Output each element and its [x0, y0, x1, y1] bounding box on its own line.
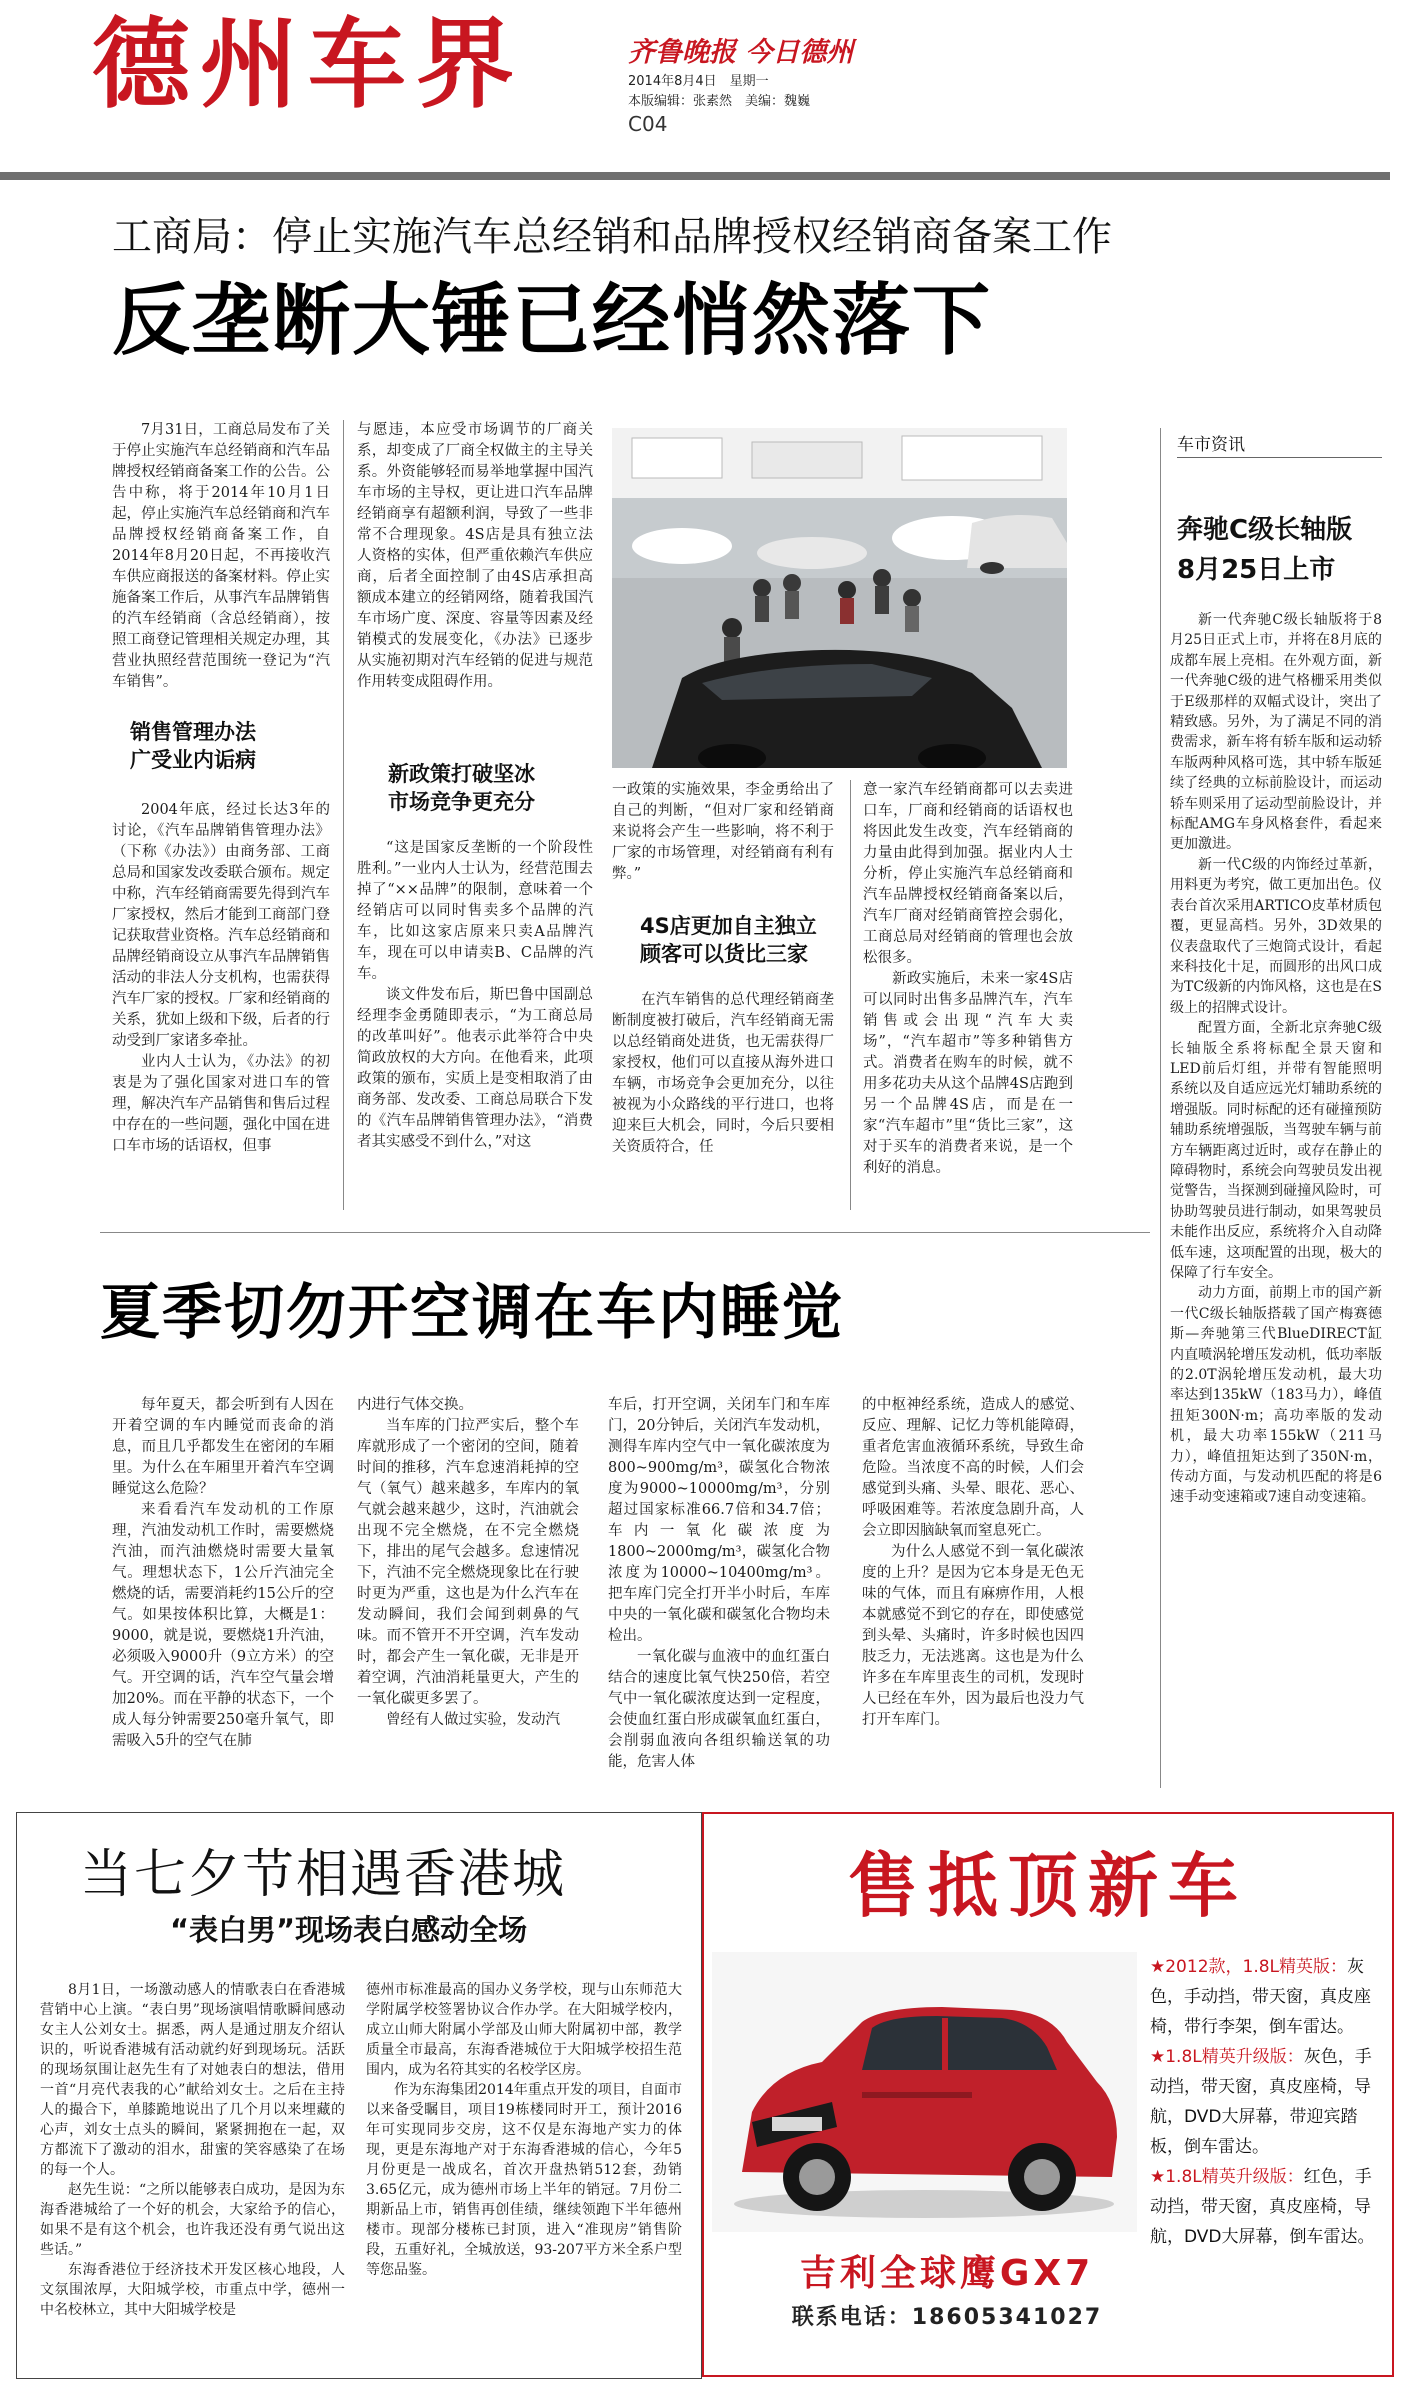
masthead-rule: [0, 172, 1390, 180]
article2-column-2: [357, 1395, 579, 1731]
issue-meta: [628, 72, 810, 112]
lead-column-3b: [612, 990, 834, 1158]
ad-phone[interactable]: 联系电话：18605341027: [791, 2305, 1103, 2330]
article3-subhead: “表白男”现场表白感动全场: [170, 1913, 528, 1947]
paragraph: 内进行气体交换。: [357, 1397, 473, 1413]
column-divider: [343, 420, 344, 1210]
paragraph: 车后，打开空调，关闭车门和车库门，20分钟后，关闭汽车发动机，测得车库内空气中一氧化碳浓度为800~900mg/m³，碳氢化合物浓度为9000~10000mg/m³，分别超过国家标准66.7倍和34.7倍；车内一氧化碳浓度为1800~2000mg/m³，碳氢化合物浓度为10000~10400mg/m³。把车库门完全打开半小时后，车库中央的一氧化碳和碳氢化合物均未检出。: [608, 1397, 830, 1644]
paragraph: 谈文件发布后，斯巴鲁中国副总经理李金勇随即表示，“为工商总局的改革叫好”。他表示此举符合中央简政放权的大方向。在他看来，此项政策的颁布，实质上是变相取消了由商务部、发改委、工商总局联合下发的《汽车品牌销售管理办法》，“消费者其实感受不到什么，”对这: [357, 987, 593, 1150]
lead-column-1b: [112, 800, 330, 1157]
lead-column-3: [612, 780, 834, 885]
ad-spec-item: [1150, 2162, 1382, 2252]
sidebar-divider: [1160, 428, 1161, 1788]
paragraph: 来看看汽车发动机的工作原理，汽油发动机工作时，需要燃烧汽油，而汽油燃烧时需要大量氧气。理想状态下，1公斤汽油完全燃烧的话，需要消耗约15公斤的空气。如果按体积比算，大概是1：9000，就是说，要燃烧1升汽油，必须吸入9000升（9立方米）的空气。开空调的话，汽车空气量会增加20%。而在平静的状态下，一个成人每分钟需要250毫升氧气，即需吸入5升的空气在肺: [112, 1502, 334, 1749]
lead-subhead-3: 4S店更加自主独立 顾客可以货比三家: [640, 914, 817, 966]
article3-column-2: [366, 1980, 682, 2280]
paragraph: 的中枢神经系统，造成人的感觉、反应、理解、记忆力等机能障碍，重者危害血液循环系统，导致生命危险。当浓度不高的时候，人们会感觉到头痛、头晕、眼花、恶心、呼吸困难等。若浓度急剧升高，人会立即因脑缺氧而窒息死亡。: [862, 1397, 1084, 1539]
paragraph: 8月1日，一场激动感人的情歌表白在香港城营销中心上演。“表白男”现场演唱情歌瞬间感动女主人公刘女士。据悉，两人是通过朋友介绍认识的，听说香港城有活动就约好到现场玩。活跃的现场氛围让赵先生有了对她表白的想法，借用一首“月亮代表我的心”献给刘女士。之后在主持人的撮合下，单膝跪地说出了几个月以来埋藏的心声，刘女士点头的瞬间，紧紧拥抱在一起，双方都流下了激动的泪水，甜蜜的笑容感染了在场的每一个人。: [40, 1982, 345, 2178]
paragraph: 一政策的实施效果，李金勇给出了自己的判断，“但对厂家和经销商来说将会产生一些影响，将不利于厂家的市场管理，对经销商有利有弊。”: [612, 782, 834, 882]
paragraph: 为什么人感觉不到一氧化碳浓度的上升？是因为它本身是无色无味的气体，而且有麻痹作用，人根本就感觉不到它的存在，即使感觉到头晕、头痛时，许多时候也因四肢乏力，无法逃离。这也是为什么许多在车库里丧生的司机，发现时人已经在车外，因为最后也没力气打开车库门。: [862, 1544, 1084, 1728]
suv-illustration: [712, 1952, 1137, 2232]
article2-column-1: [112, 1395, 334, 1752]
paragraph: 7月31日，工商总局发布了关于停止实施汽车总经销商和汽车品牌授权经销商备案工作的公告。公告中称，将于2014年10月1日起，停止实施汽车总经销商和汽车品牌授权经销商备案工作，自2014年8月20日起，不再接收汽车供应商报送的备案材料。停止实施备案工作后，从事汽车品牌销售的汽车经销商（含总经销商），按照工商登记管理相关规定办理，其营业执照经营范围统一登记为“汽车销售”。: [112, 422, 330, 690]
dealership-photo: [612, 428, 1067, 768]
ad-spec-text: 灰色，手动挡，带天窗，真皮座椅，导航，DVD大屏幕，带迎宾踏板，倒车雷达。: [1150, 2047, 1372, 2157]
paragraph: 一氧化碳与血液中的血红蛋白结合的速度比氧气快250倍，若空气中一氧化碳浓度达到一定程度，会使血红蛋白形成碳氧血红蛋白，会削弱血液向各组织输送氧的功能，危害人体: [608, 1649, 830, 1770]
ad-spec-star: ★1.8L精英升级版：: [1150, 2167, 1304, 2187]
ad-spec-text: 红色，手动挡，带天窗，真皮座椅，导航，DVD大屏幕，倒车雷达。: [1150, 2167, 1375, 2247]
paragraph: 每年夏天，都会听到有人因在开着空调的车内睡觉而丧命的消息，而且几乎都发生在密闭的车厢里。为什么在车厢里开着汽车空调睡觉这么危险？: [112, 1397, 334, 1497]
paragraph: 动力方面，前期上市的国产新一代C级长轴版搭载了国产梅赛德斯—奔驰第三代BlueDIRECT缸内直喷涡轮增压发动机，低功率版的2.0T涡轮增压发动机，最大功率达到135kW（183马力），峰值扭矩300N·m；高功率版的发动机，最大功率155kW（211马力），峰值扭矩达到了350N·m，传动方面，与发动机匹配的将是6速手动变速箱或7速自动变速箱。: [1170, 1285, 1382, 1506]
ad-spec-item: [1150, 1952, 1382, 2042]
sidebar-body: [1170, 610, 1382, 1508]
ad-spec-star: ★1.8L精英升级版：: [1150, 2047, 1304, 2067]
paragraph: 作为东海集团2014年重点开发的项目，自面市以来备受瞩目，项目19栋楼同时开工，预计2016年可实现同步交房，这不仅是东海地产实力的体现，更是东海地产对于东海香港城的信心，今年5月份更是一战成名，首次开盘热销512套，劲销3.65亿元，成为德州市场上半年的销冠。7月份二期新品上市，销售再创佳绩，继续领跑下半年德州楼市。现部分楼栋已封顶，进入“准现房”销售阶段，五重好礼，全城放送，93-207平方米全系户型等您品鉴。: [366, 2082, 682, 2278]
issue-date: 2014年8月4日 星期一: [628, 74, 769, 89]
lead-kicker: 工商局：停止实施汽车总经销和品牌授权经销商备案工作: [112, 214, 1112, 260]
paragraph: “这是国家反垄断的一个阶段性胜利。”一业内人士认为，经营范围去掉了“××品牌”的限制，意味着一个经销店可以同时售卖多个品牌的汽车，比如这家店原来只卖A品牌汽车，现在可以申请卖B、C品牌的汽车。: [357, 840, 593, 982]
ad-model-name: 吉利全球鹰GX7: [799, 2253, 1095, 2294]
paragraph: 新一代奔驰C级长轴版将于8月25日正式上市，并将在8月底的成都车展上亮相。在外观方面，新一代奔驰C级的进气格栅采用类似于E级那样的双幅式设计，突出了精致感。另外，为了满足不同的消费需求，新车将有轿车版和运动轿车版两种风格可选，其中轿车版延续了经典的立标前脸设计，而运动轿车则采用了运动型前脸设计，并标配AMG车身风格套件，看起来更加激进。: [1170, 612, 1382, 853]
paragraph: 新政实施后，未来一家4S店可以同时出售多品牌汽车，汽车销售或会出现“汽车大卖场”，“汽车超市”等多种销售方式。消费者在购车的时候，就不用多花功夫从这个品牌4S店跑到另一个品牌4S店，而是在一家“汽车超市”里“货比三家”，这对于买车的消费者来说，是一个利好的消息。: [863, 971, 1073, 1176]
sidebar-title: 奔驰C级长轴版 8月25日上市: [1177, 515, 1353, 585]
article2-column-4: [862, 1395, 1084, 1731]
paragraph: 2004年底，经过长达3年的讨论，《汽车品牌销售管理办法》（下称《办法》）由商务部、工商总局和国家发改委联合颁布。规定中称，汽车经销商需要先得到汽车厂家授权，然后才能到工商部门登记获取营业资格。汽车总经销商和品牌经销商设立从事汽车品牌销售活动的非法人分支机构，也需获得汽车厂家的授权。厂家和经销商的关系，犹如上级和下级，后者的行动受到厂家诸多牵扯。: [112, 802, 330, 1049]
lead-subhead-1: 销售管理办法 广受业内诟病: [130, 720, 256, 772]
paragraph: 业内人士认为，《办法》的初衷是为了强化国家对进口车的管理，解决汽车产品销售和售后过程中存在的一些问题，强化中国在进口车市场的话语权，但事: [112, 1054, 330, 1154]
showroom-illustration: [612, 428, 1067, 768]
paragraph: 意一家汽车经销商都可以去卖进口车，厂商和经销商的话语权也将因此发生改变，汽车经销商的力量由此得到加强。据业内人士分析，停止实施汽车总经销商和汽车品牌授权经销商备案以后，汽车厂商对经销商管控会弱化，工商总局对经销商的管理也会放松很多。: [863, 782, 1073, 966]
ad-spec-list: [1150, 1952, 1382, 2252]
ad-title: 售抵顶新车: [848, 1845, 1248, 1927]
sidebar-tag: 车市资讯: [1177, 430, 1382, 458]
article3-column-1: [40, 1980, 345, 2320]
editors-line: 本版编辑：张素然 美编：魏巍: [628, 94, 811, 109]
paragraph: 新一代C级的内饰经过革新，用料更为考究，做工更加出色。仪表台首次采用ARTICO皮革材质包覆，更显高档。另外，3D效果的仪表盘取代了三炮筒式设计，看起来科技化十足，而圆形的出风口成为TC级新的内饰风格，这也是在S级上的招牌式设计。: [1170, 856, 1382, 1016]
paragraph: 东海香港位于经济技术开发区核心地段，人文氛围浓厚，大阳城学校，市重点中学，德州一中名校林立，其中大阳城学校是: [40, 2262, 345, 2318]
lead-subhead-2: 新政策打破坚冰 市场竞争更充分: [388, 762, 535, 814]
lead-column-4: [863, 780, 1073, 1179]
paragraph: 配置方面，全新北京奔驰C级长轴版全系将标配全景天窗和LED前后灯组，并带有智能照明系统以及自适应远光灯辅助系统的增强版。同时标配的还有碰撞预防辅助系统增强版，当驾驶车辆与前方车辆距离过近时，或存在静止的障碍物时，系统会向驾驶员发出视觉警告，当探测到碰撞风险时，可协助驾驶员进行制动，如果驾驶员未能作出反应，系统将介入自动降低车速，这项配置的出现，极大的保障了行车安全。: [1170, 1020, 1382, 1281]
column-divider: [850, 780, 851, 1210]
article2-headline: 夏季切勿开空调在车内睡觉: [100, 1278, 844, 1348]
lead-headline: 反垄断大锤已经悄然落下: [112, 276, 993, 366]
lead-column-2: [357, 420, 593, 693]
paragraph: 曾经有人做过实验，发动汽: [386, 1712, 560, 1728]
page-code: C04: [628, 112, 668, 136]
paragraph: 德州市标准最高的国办义务学校，现与山东师范大学附属学校签署协议合作办学。在大阳城学校内，成立山师大附属小学部及山师大附属初中部，教学质量全市最高，东海香港城位于大阳城学校招生范围内，成为名符其实的名校学区房。: [366, 1982, 682, 2078]
paragraph: 赵先生说：“之所以能够表白成功，是因为东海香港城给了一个好的机会，大家给予的信心，如果不是有这个机会，也许我还没有勇气说出这些话。”: [40, 2182, 345, 2258]
paragraph: 在汽车销售的总代理经销商垄断制度被打破后，汽车经销商无需以总经销商处进货，也无需获得厂家授权，他们可以直接从海外进口车辆，市场竞争会更加充分，以往被视为小众路线的平行进口，也将迎来巨大机会，同时，今后只要相关资质符合，任: [612, 992, 834, 1155]
ad-spec-item: [1150, 2042, 1382, 2162]
masthead-title: 德州车界: [92, 8, 525, 122]
article3-headline: 当七夕节相遇香港城: [80, 1845, 567, 1905]
lead-column-1: [112, 420, 330, 693]
lead-column-2b: [357, 838, 593, 1153]
ad-spec-text: 灰色，手动挡，带天窗，真皮座椅，带行李架，倒车雷达。: [1150, 1957, 1371, 2037]
car-image: [712, 1952, 1137, 2232]
newspaper-brand: 齐鲁晚报 今日德州: [628, 37, 854, 68]
ad-spec-star: ★2012款，1.8L精英版：: [1150, 1957, 1348, 1977]
paragraph: 与愿违，本应受市场调节的厂商关系，却变成了厂商全权做主的主导关系。外资能够轻而易举地掌握中国汽车市场的主导权，更让进口汽车品牌经销商享有超额利润，导致了一些非常不合理现象。4S店是具有独立法人资格的实体，但严重依赖汽车供应商，后者全面控制了由4S店承担高额成本建立的经销网络，随着我国汽车市场广度、深度、容量等因素及经销模式的发展变化，《办法》已逐步从实施初期对汽车经销的促进与规范作用转变成阻碍作用。: [357, 422, 593, 690]
paragraph: 当车库的门拉严实后，整个车库就形成了一个密闭的空间，随着时间的推移，汽车怠速消耗掉的空气（氧气）越来越多，车库内的氧气就会越来越少，这时，汽油就会出现不完全燃烧，在不完全燃烧下，排出的尾气会越多。怠速情况下，汽油不完全燃烧现象比在行驶时更为严重，这也是为什么汽车在发动瞬间，我们会闻到刺鼻的气味。而不管开不开空调，汽车发动时，都会产生一氧化碳，无非是开着空调，汽油消耗量更大，产生的一氧化碳更多罢了。: [357, 1418, 579, 1707]
article2-column-3: [608, 1395, 830, 1773]
section-divider: [100, 1232, 1150, 1233]
